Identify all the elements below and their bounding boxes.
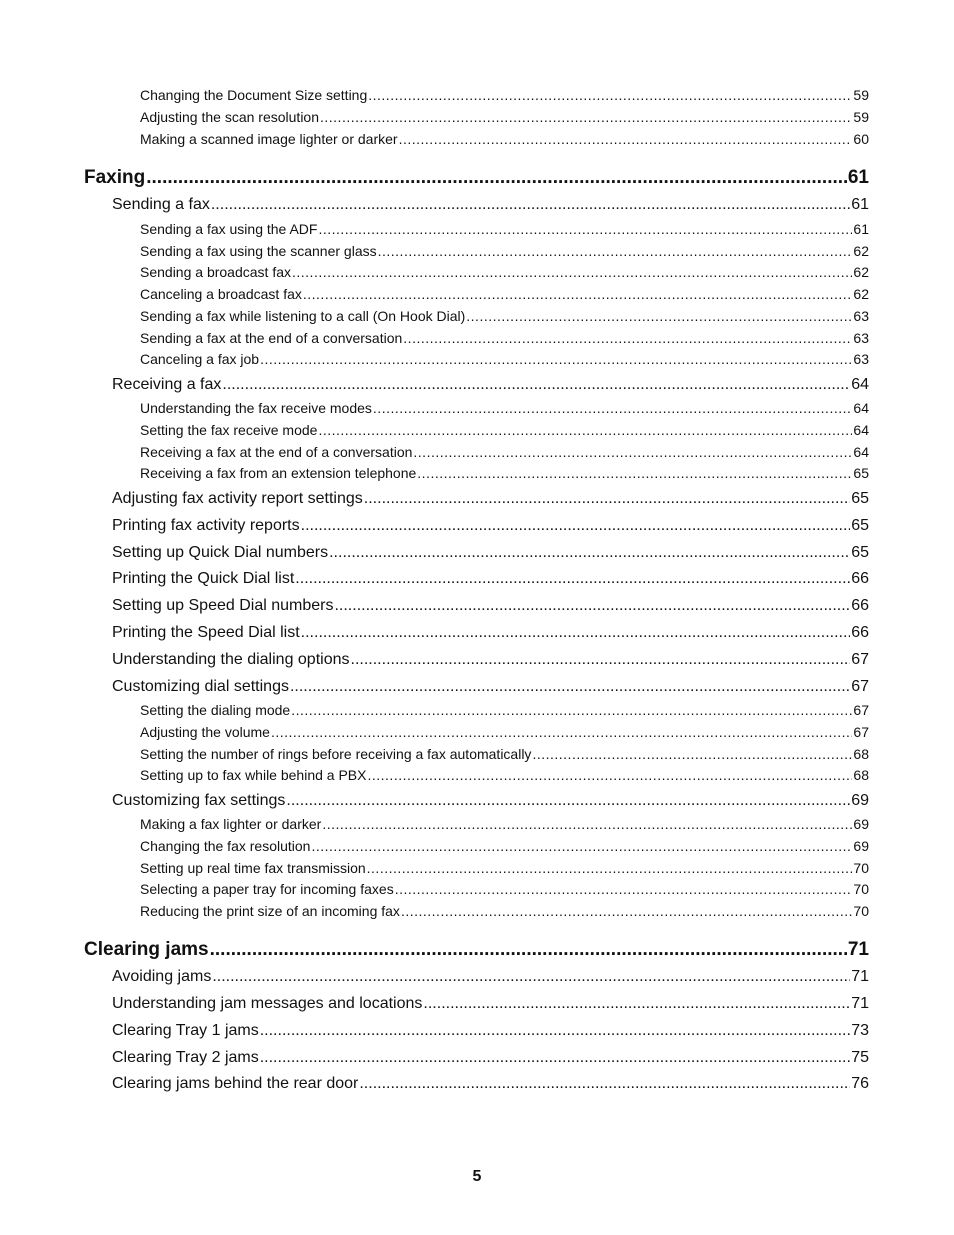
toc-entry-title: Setting up Quick Dial numbers bbox=[112, 544, 329, 561]
dot-leader bbox=[301, 624, 851, 642]
toc-entry-title: Making a scanned image lighter or darker bbox=[140, 131, 398, 147]
toc-entry-title: Printing the Quick Dial list bbox=[112, 570, 295, 587]
toc-entry[interactable] bbox=[140, 767, 869, 783]
dot-leader bbox=[311, 838, 852, 854]
toc-entry[interactable] bbox=[140, 286, 869, 302]
toc-entry-page: 65 bbox=[853, 465, 869, 481]
toc-entry-page: 59 bbox=[853, 109, 869, 125]
toc-entry-title: Setting the dialing mode bbox=[140, 702, 291, 718]
toc-entry-page: 70 bbox=[853, 881, 869, 897]
toc-entry-title: Receiving a fax at the end of a conversation bbox=[140, 444, 413, 460]
toc-entry[interactable] bbox=[140, 702, 869, 718]
toc-entry[interactable] bbox=[112, 678, 869, 696]
toc-entry-title: Adjusting fax activity report settings bbox=[112, 490, 363, 507]
toc-entry-title: Customizing fax settings bbox=[112, 792, 286, 809]
toc-entry[interactable] bbox=[112, 517, 869, 535]
toc-entry[interactable] bbox=[140, 400, 869, 416]
dot-leader bbox=[401, 903, 852, 919]
toc-entry-page: 73 bbox=[851, 1022, 869, 1039]
toc-entry[interactable] bbox=[112, 995, 869, 1013]
toc-entry-page: 66 bbox=[851, 597, 869, 614]
toc-entry-page: 75 bbox=[851, 1049, 869, 1066]
toc-entry-title: Adjusting the volume bbox=[140, 724, 270, 740]
toc-entry[interactable] bbox=[140, 330, 869, 346]
toc-entry-page: 67 bbox=[853, 724, 869, 740]
toc-entry-page: 61 bbox=[847, 167, 869, 188]
toc-entry-page: 64 bbox=[853, 400, 869, 416]
toc-entry[interactable] bbox=[112, 1022, 869, 1040]
toc-entry-title: Setting up to fax while behind a PBX bbox=[140, 767, 367, 783]
dot-leader bbox=[303, 286, 853, 302]
toc-entry-page: 76 bbox=[851, 1075, 869, 1092]
dot-leader bbox=[364, 490, 850, 508]
toc-entry[interactable] bbox=[140, 221, 869, 237]
toc-entry[interactable] bbox=[112, 376, 869, 394]
toc-entry-title: Changing the fax resolution bbox=[140, 838, 311, 854]
toc-entry[interactable] bbox=[140, 465, 869, 481]
dot-leader bbox=[271, 724, 852, 740]
dot-leader bbox=[367, 860, 853, 876]
dot-leader bbox=[212, 968, 850, 986]
toc-entry[interactable] bbox=[140, 422, 869, 438]
toc-entry-page: 63 bbox=[853, 330, 869, 346]
toc-entry-page: 70 bbox=[853, 903, 869, 919]
toc-entry[interactable] bbox=[140, 838, 869, 854]
toc-entry-title: Changing the Document Size setting bbox=[140, 87, 368, 103]
dot-leader bbox=[290, 678, 850, 696]
dot-leader bbox=[423, 995, 850, 1013]
toc-entry[interactable] bbox=[112, 490, 869, 508]
toc-entry-title: Printing the Speed Dial list bbox=[112, 624, 300, 641]
toc-entry[interactable] bbox=[140, 264, 869, 280]
toc-entry-title: Printing fax activity reports bbox=[112, 517, 300, 534]
toc-entry-page: 68 bbox=[853, 746, 869, 762]
dot-leader bbox=[395, 881, 853, 897]
toc-entry-page: 64 bbox=[853, 444, 869, 460]
dot-leader bbox=[292, 264, 852, 280]
dot-leader bbox=[417, 465, 852, 481]
toc-entry-page: 65 bbox=[851, 490, 869, 507]
toc-entry-page: 60 bbox=[853, 131, 869, 147]
toc-entry-title: Canceling a fax job bbox=[140, 351, 260, 367]
toc-entry-page: 63 bbox=[853, 308, 869, 324]
toc-entry-title: Customizing dial settings bbox=[112, 678, 289, 695]
toc-entry-page: 71 bbox=[847, 939, 869, 960]
toc-entry-title: Making a fax lighter or darker bbox=[140, 816, 322, 832]
toc-entry-page: 67 bbox=[851, 651, 869, 668]
dot-leader bbox=[413, 444, 852, 460]
toc-entry[interactable] bbox=[140, 746, 869, 762]
toc-entry-title: Sending a fax using the ADF bbox=[140, 221, 318, 237]
toc-entry[interactable] bbox=[112, 570, 869, 588]
toc-entry[interactable] bbox=[140, 109, 869, 125]
dot-leader bbox=[260, 1049, 850, 1067]
toc-entry-title: Sending a broadcast fax bbox=[140, 264, 291, 280]
dot-leader bbox=[210, 939, 847, 961]
toc-entry-page: 71 bbox=[851, 968, 869, 985]
dot-leader bbox=[367, 767, 852, 783]
toc-entry[interactable] bbox=[84, 939, 869, 961]
dot-leader bbox=[322, 816, 852, 832]
toc-entry-page: 64 bbox=[851, 376, 869, 393]
dot-leader bbox=[301, 517, 851, 535]
toc-entry-title: Setting the number of rings before receiving a fax automatically bbox=[140, 746, 532, 762]
toc-entry[interactable] bbox=[112, 792, 869, 810]
dot-leader bbox=[351, 651, 851, 669]
toc-entry[interactable] bbox=[112, 624, 869, 642]
toc-entry[interactable] bbox=[140, 724, 869, 740]
toc-entry-page: 62 bbox=[853, 286, 869, 302]
toc-entry-title: Clearing Tray 1 jams bbox=[112, 1022, 259, 1039]
toc-entry-title: Selecting a paper tray for incoming faxes bbox=[140, 881, 394, 897]
toc-entry-title: Canceling a broadcast fax bbox=[140, 286, 302, 302]
toc-entry-page: 62 bbox=[853, 264, 869, 280]
toc-entry-title: Setting the fax receive mode bbox=[140, 422, 318, 438]
toc-entry-title: Understanding the dialing options bbox=[112, 651, 350, 668]
toc-entry[interactable] bbox=[112, 968, 869, 986]
toc-entry[interactable] bbox=[112, 196, 869, 214]
toc-entry-title: Sending a fax while listening to a call (On Hook Dial) bbox=[140, 308, 466, 324]
dot-leader bbox=[359, 1075, 850, 1093]
toc-entry-page: 67 bbox=[851, 678, 869, 695]
toc-entry-page: 69 bbox=[853, 816, 869, 832]
toc-entry[interactable] bbox=[140, 816, 869, 832]
toc-entry-title: Clearing jams bbox=[84, 939, 209, 960]
toc-entry-page: 61 bbox=[851, 196, 869, 213]
dot-leader bbox=[211, 196, 850, 214]
toc-entry-title: Faxing bbox=[84, 167, 146, 188]
dot-leader bbox=[286, 792, 850, 810]
toc-entry[interactable] bbox=[140, 444, 869, 460]
dot-leader bbox=[334, 597, 850, 615]
toc-entry[interactable] bbox=[112, 1075, 869, 1093]
toc-entry-page: 70 bbox=[853, 860, 869, 876]
toc-entry-title: Reducing the print size of an incoming fax bbox=[140, 903, 400, 919]
toc-entry-title: Adjusting the scan resolution bbox=[140, 109, 319, 125]
dot-leader bbox=[318, 422, 852, 438]
toc-entry-title: Receiving a fax from an extension telephone bbox=[140, 465, 417, 481]
dot-leader bbox=[329, 544, 850, 562]
toc-entry[interactable] bbox=[112, 597, 869, 615]
toc-entry[interactable] bbox=[140, 308, 869, 324]
toc-entry-page: 67 bbox=[853, 702, 869, 718]
dot-leader bbox=[291, 702, 852, 718]
toc-entry-title: Understanding the fax receive modes bbox=[140, 400, 372, 416]
toc-entry-title: Setting up Speed Dial numbers bbox=[112, 597, 334, 614]
dot-leader bbox=[260, 351, 852, 367]
dot-leader bbox=[320, 109, 852, 125]
toc-entry-page: 69 bbox=[853, 838, 869, 854]
toc-entry-page: 62 bbox=[853, 243, 869, 259]
toc-entry-title: Receiving a fax bbox=[112, 376, 222, 393]
toc-entry-page: 64 bbox=[853, 422, 869, 438]
toc-entry-title: Setting up real time fax transmission bbox=[140, 860, 366, 876]
dot-leader bbox=[260, 1022, 850, 1040]
dot-leader bbox=[466, 308, 852, 324]
page-number: 5 bbox=[472, 1168, 482, 1185]
toc-entry[interactable] bbox=[112, 651, 869, 669]
dot-leader bbox=[318, 221, 852, 237]
toc-entry[interactable] bbox=[112, 544, 869, 562]
toc-entry[interactable] bbox=[140, 903, 869, 919]
toc-entry-title: Avoiding jams bbox=[112, 968, 212, 985]
toc-entry[interactable] bbox=[140, 881, 869, 897]
toc-entry-title: Sending a fax at the end of a conversation bbox=[140, 330, 403, 346]
dot-leader bbox=[146, 167, 847, 189]
toc-entry-title: Clearing jams behind the rear door bbox=[112, 1075, 359, 1092]
toc-entry-page: 65 bbox=[851, 544, 869, 561]
dot-leader bbox=[222, 376, 850, 394]
dot-leader bbox=[373, 400, 853, 416]
toc-entry-page: 59 bbox=[853, 87, 869, 103]
toc-entry[interactable] bbox=[140, 860, 869, 876]
toc-entry-page: 71 bbox=[851, 995, 869, 1012]
toc-entry[interactable] bbox=[140, 351, 869, 367]
toc-entry[interactable] bbox=[140, 131, 869, 147]
toc-entry-page: 69 bbox=[851, 792, 869, 809]
toc-entry-title: Sending a fax using the scanner glass bbox=[140, 243, 377, 259]
toc-entry-title: Understanding jam messages and locations bbox=[112, 995, 423, 1012]
toc-entry[interactable] bbox=[140, 243, 869, 259]
dot-leader bbox=[403, 330, 852, 346]
toc-entry-page: 65 bbox=[851, 517, 869, 534]
toc-entry-page: 66 bbox=[851, 624, 869, 641]
toc-entry-title: Sending a fax bbox=[112, 196, 210, 213]
dot-leader bbox=[399, 131, 853, 147]
toc-entry-page: 63 bbox=[853, 351, 869, 367]
toc-entry[interactable] bbox=[140, 87, 869, 103]
toc-entry-page: 68 bbox=[853, 767, 869, 783]
dot-leader bbox=[295, 570, 850, 588]
toc-entry[interactable] bbox=[112, 1049, 869, 1067]
toc-entry-title: Clearing Tray 2 jams bbox=[112, 1049, 259, 1066]
dot-leader bbox=[368, 87, 852, 103]
dot-leader bbox=[532, 746, 852, 762]
toc-entry-page: 61 bbox=[853, 221, 869, 237]
dot-leader bbox=[378, 243, 853, 259]
toc-entry-page: 66 bbox=[851, 570, 869, 587]
toc-entry[interactable] bbox=[84, 167, 869, 189]
